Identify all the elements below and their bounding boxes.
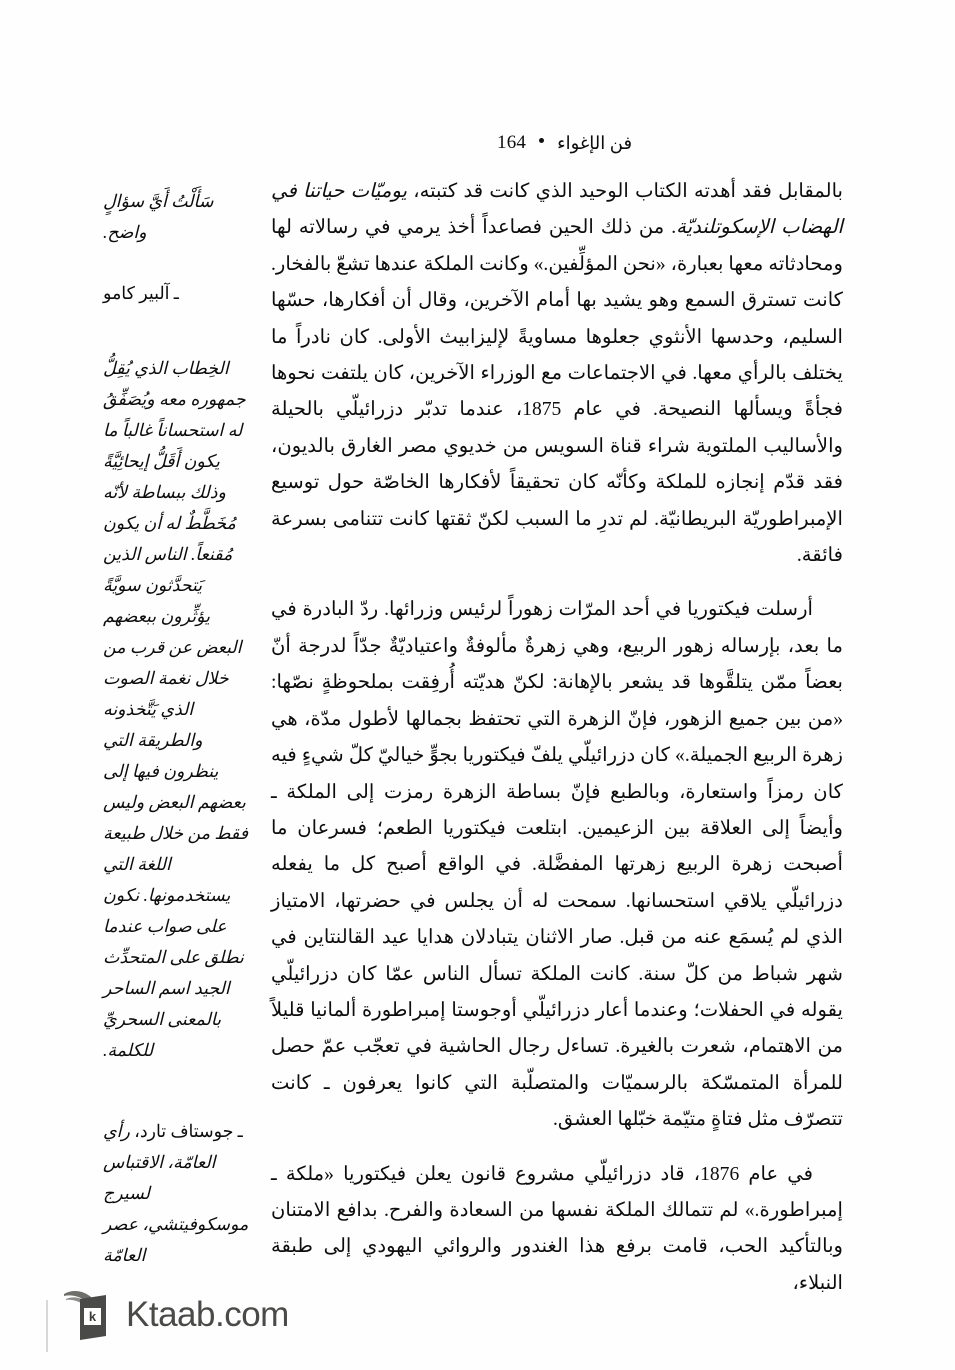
attribution-author: ـ جوستاف تارد،	[134, 1121, 243, 1141]
margin-attribution-tarde	[103, 1116, 255, 1271]
text-run: في عام 1876، قاد دزرائيلّي مشروع قانون يعلن فيكتوريا «ملكة ـ إمبراطورة.» لم تتمالك الملكة نفسها من السعادة والفرح. بدافع الامتنان وبالتأكيد الحب، قامت برفع هذا الغندور والروائي اليهودي إلى طبقة النبلاء،	[271, 1163, 843, 1294]
attribution-work: رأي العامّة، الاقتباس لسيرج موسكوفيتشي، عصر العامّة	[103, 1121, 249, 1265]
italic-title-run: يوميّات حياتنا في الهضاب الإسكوتلنديّة	[271, 181, 843, 239]
margin-note-tarde: الخِطاب الذي يُقِلُّ جمهوره معه ويُصَفِّقُ له استحساناً غالباً ما يكون أَقَلُّ إيحائِيَّةً وذلك ببساطة لأنّه مُخَطَّطٌ له أن يكون مُقنعاً. الناس الذين يَتحدَّثون سويَّةً يؤثِّرون ببعضهم البعض عن قرب من خلال نغمة الصوت الذي يَتَّخذونه والطريقة التي ينظرون فيها إلى بعضهم البعض وليس فقط من خلال طبيعة اللغة التي يستخدمونها. نكون على صواب عندما نطلق على المتحدِّث الجيد اسم الساحر بالمعنى السحريِّ للكلمة.	[103, 358, 249, 1060]
body-paragraph	[271, 1157, 843, 1303]
page-number: 164	[497, 132, 527, 153]
svg-text:k: k	[88, 1309, 97, 1324]
text-run: . من ذلك الحين فصاعداً أخذ يرمي في رسالاته لها ومحادثاته معها بعبارة، «نحن المؤلِّفين.» وكانت الملكة عندها تشعّ بالفخار. كانت تسترق السمع وهو يشيد بها أمام الآخرين، وقال أن أفكارها، حسّها السليم، وحدسها الأنثوي جعلوها مساويةً لإليزابيث الأولى. كان نادراً ما يختلف بالرأي معها. في الاجتماعات مع الوزراء الآخرين، كان يلتفت نحوها فجأةً ويسألها النصيحة. في عام 1875، عندما تدبّر دزرائيلّي بالحيلة والأساليب الملتوية شراء قناة السويس من خديوي مصر الغارق بالديون، فقد قدّم إنجازه للملكة وكأنّه كان تحقيقاً لأفكارها الخاصّة حول توسيع الإمبراطوريّة البريطانيّة. لم تدرِ ما السبب لكنّ ثقتها كانت تتنامى بسرعة فائقة.	[271, 217, 844, 567]
page-edge-bar	[46, 1300, 48, 1352]
spacer	[103, 1066, 255, 1116]
body-paragraph	[271, 592, 843, 1138]
site-watermark	[62, 1286, 289, 1342]
margin-attribution-camus: ـ آلبير كامو	[103, 283, 179, 303]
running-head	[497, 132, 857, 155]
margin-note-camus: سَأَلْتُ أَيَّ سؤالٍ واضح.	[103, 191, 214, 242]
spacer	[103, 248, 255, 278]
body-paragraph	[271, 174, 843, 574]
text-run: بالمقابل فقد أهدته الكتاب الوحيد الذي كانت قد كتبته،	[407, 181, 843, 202]
spacer	[103, 309, 255, 353]
margin-notes-column	[103, 186, 255, 1271]
body-text-column	[271, 174, 843, 1302]
running-head-bullet-icon	[539, 138, 544, 143]
text-run: أرسلت فيكتوريا في أحد المرّات زهوراً لرئيس وزرائها. ردّ البادرة في ما بعد، بإرساله زهور الربيع، وهي زهرةٌ مألوفةٌ واعتياديّةٌ جدّاً لدرجة أنّ بعضاً ممّن يتلقَّوها قد يشعر بالإهانة: لكنّ هديّته أُرفِقت بملحوظةٍ نصّها: «من بين جميع الزهور، فإنّ الزهرة التي تحتفظ بجمالها لأطول مدّة، هي زهرة الربيع الجميلة.» كان دزرائيلّي يلفّ فيكتوريا بجوٍّ خياليّ كلّ شيءٍ فيه كان رمزاً واستعارة، وبالطبع فإنّ بساطة الزهرة رمزت إلى الملكة ـ وأيضاً إلى العلاقة بين الزعيمين. ابتلعت فيكتوريا الطعم؛ فسرعان ما أصبحت زهرة الربيع زهرتها المفضَّلة. في الواقع أصبح كل ما يفعله دزرائيلّي يلاقي استحسانها. سمحت له أن يجلس في حضرتها، الامتياز الذي لم يُسمَع عنه من قبل. صار الاثنان يتبادلان هدايا عيد القالنتاين في شهر شباط من كلّ سنة. كانت الملكة تسأل الناس عمّا كان دزرائيلّي يقوله في الحفلات؛ وعندما أعار دزرائيلّي أوجوستا إمبراطورة ألمانيا قليلاً من الاهتمام، شعرت بالغيرة. تساءل رجال الحاشية في تعجّب عمّ حصل للمرأة المتمسّكة بالرسميّات والمتصلّبة التي كانوا يعرفون ـ كانت تتصرّف مثل فتاةٍ متيّمة خبّلها العشق.	[271, 599, 843, 1131]
book-title: فن الإغواء	[557, 132, 633, 153]
watermark-text: Ktaab.com	[126, 1294, 289, 1334]
book-logo-icon	[62, 1286, 114, 1342]
